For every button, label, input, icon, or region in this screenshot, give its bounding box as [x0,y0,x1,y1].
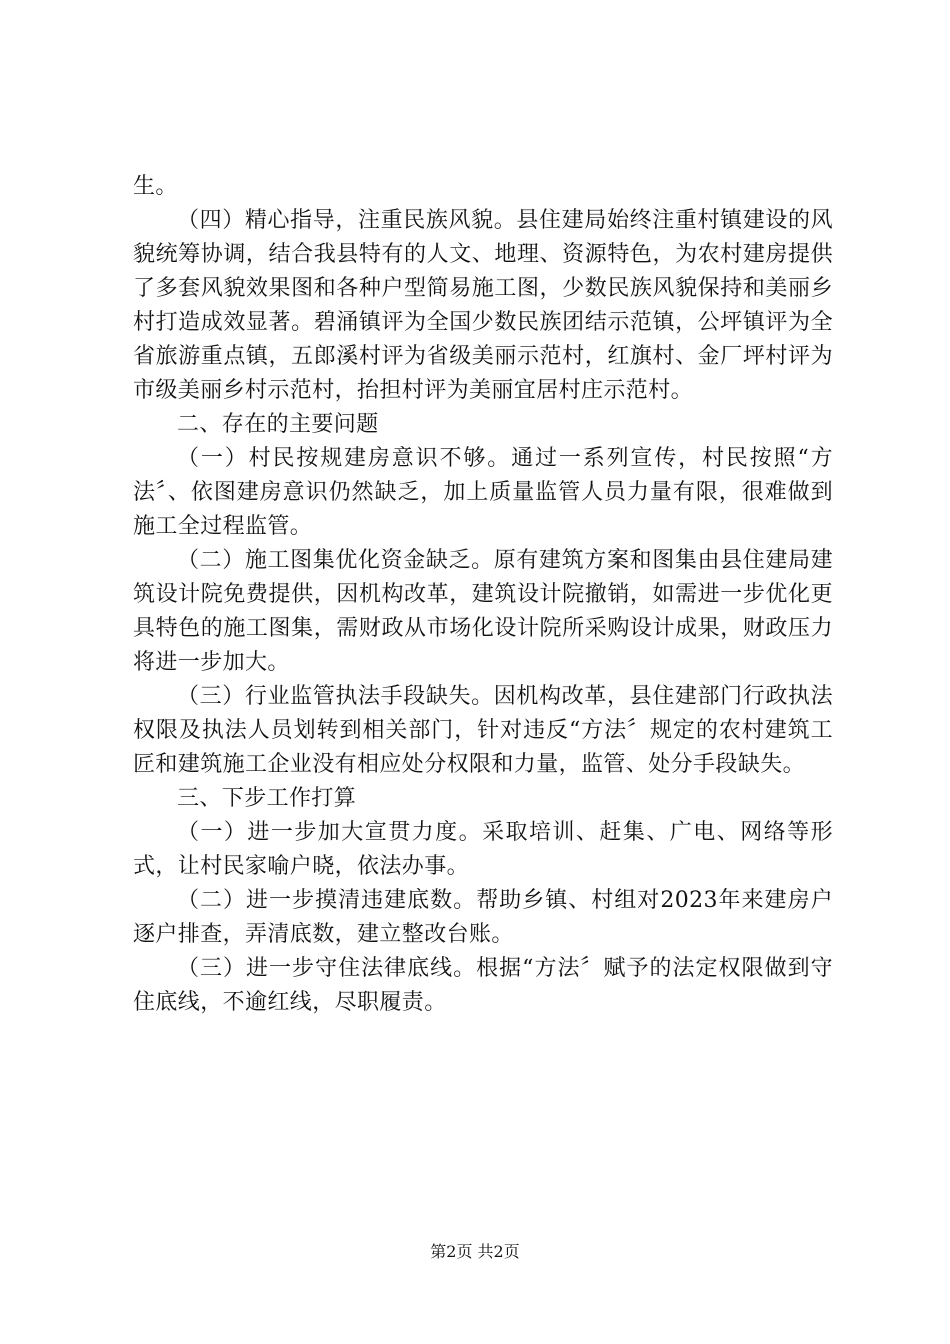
paragraph-style-guidance: （四）精心指导，注重民族风貌。县住建局始终注重村镇建设的风貌统筹协调，结合我县特有的人文、地理、资源特色，为农村建房提供了多套风貌效果图和各种户型简易施工图，少数民族风貌保持和美丽乡村打造成效显著。碧涌镇评为全国少数民族团结示范镇，公坪镇评为全省旅游重点镇，五郎溪村评为省级美丽示范村，红旗村、金厂坪村评为市级美丽乡村示范村，抬担村评为美丽宜居村庄示范村。 [133,208,833,403]
paragraph-plan-1: （一）进一步加大宣贯力度。采取培训、赶集、广电、网络等形式，让村民家喻户晓，依法办事。 [133,820,833,879]
paragraph-problem-2: （二）施工图集优化资金缺乏。原有建筑方案和图集由县住建局建筑设计院免费提供，因机构改革，建筑设计院撤销，如需进一步优化更具特色的施工图集，需财政从市场化设计院所采购设计成果，财政压力将进一步加大。 [133,548,833,675]
page-number-footer: 第2页 共2页 [430,1242,520,1261]
paragraph-problem-3: （三）行业监管执法手段缺失。因机构改革，县住建部门行政执法权限及执法人员划转到相关部门，针对违反“方法〞规定的农村建筑工匠和建筑施工企业没有相应处分权限和力量，监管、处分手段缺失。 [133,684,833,777]
paragraph-problem-1: （一）村民按规建房意识不够。通过一系列宣传，村民按照“方法〞、依图建房意识仍然缺乏，加上质量监管人员力量有限，很难做到施工全过程监管。 [133,446,833,539]
paragraph-plan-2: （二）进一步摸清违建底数。帮助乡镇、村组对2023年来建房户逐户排查，弄清底数，建立整改台账。 [133,888,833,947]
paragraph-continuation: 生。 [133,174,178,199]
section-heading-problems: 二、存在的主要问题 [177,412,379,437]
document-body [133,170,833,1020]
section-heading-next-steps: 三、下步工作打算 [177,786,357,811]
paragraph-plan-3: （三）进一步守住法律底线。根据“方法〞赋予的法定权限做到守住底线，不逾红线，尽职履责。 [133,956,833,1015]
